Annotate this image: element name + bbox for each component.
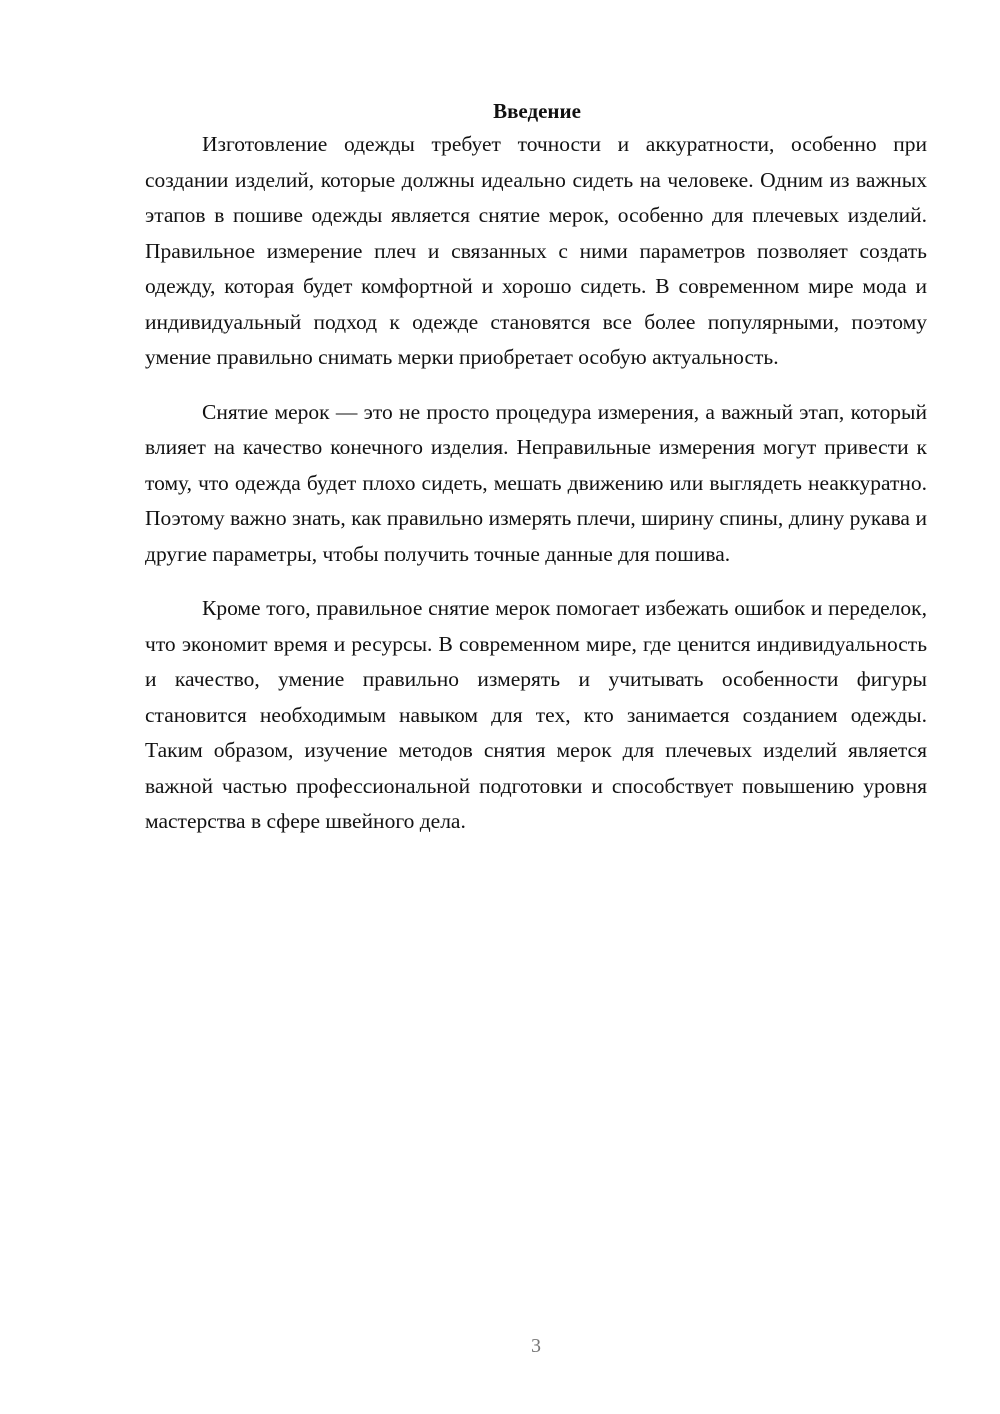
- paragraph-measurement-importance: Снятие мерок — это не просто процедура измерения, а важный этап, который влияет на качество конечного изделия. Неправильные измерения могут привести к тому, что одежда будет плохо сидеть, мешать движению или выглядеть неаккуратно. Поэтому важно знать, как правильно измерять плечи, ширину спины, длину рукава и другие параметры, чтобы получить точные данные для пошива.: [145, 399, 927, 566]
- section-heading: Введение: [493, 99, 581, 123]
- page-number: 3: [531, 1335, 541, 1357]
- paragraph-intro: Изготовление одежды требует точности и аккуратности, особенно при создании изделий, которые должны идеально сидеть на человеке. Одним из важных этапов в пошиве одежды является снятие мерок, особенно для плечевых изделий. Правильное измерение плеч и связанных с ними параметров позволяет создать одежду, которая будет комфортной и хорошо сидеть. В современном мире мода и индивидуальный подход к одежде становятся все более популярными, поэтому умение правильно снимать мерки приобретает особую актуальность.: [145, 132, 927, 369]
- page-content: [145, 95, 927, 840]
- paragraph-conclusion: Кроме того, правильное снятие мерок помогает избежать ошибок и переделок, что экономит время и ресурсы. В современном мире, где ценится индивидуальность и качество, умение правильно измерять и учитывать особенности фигуры становится необходимым навыком для тех, кто занимается созданием одежды. Таким образом, изучение методов снятия мерок для плечевых изделий является важной частью профессиональной подготовки и способствует повышению уровня мастерства в сфере швейного дела.: [145, 596, 927, 833]
